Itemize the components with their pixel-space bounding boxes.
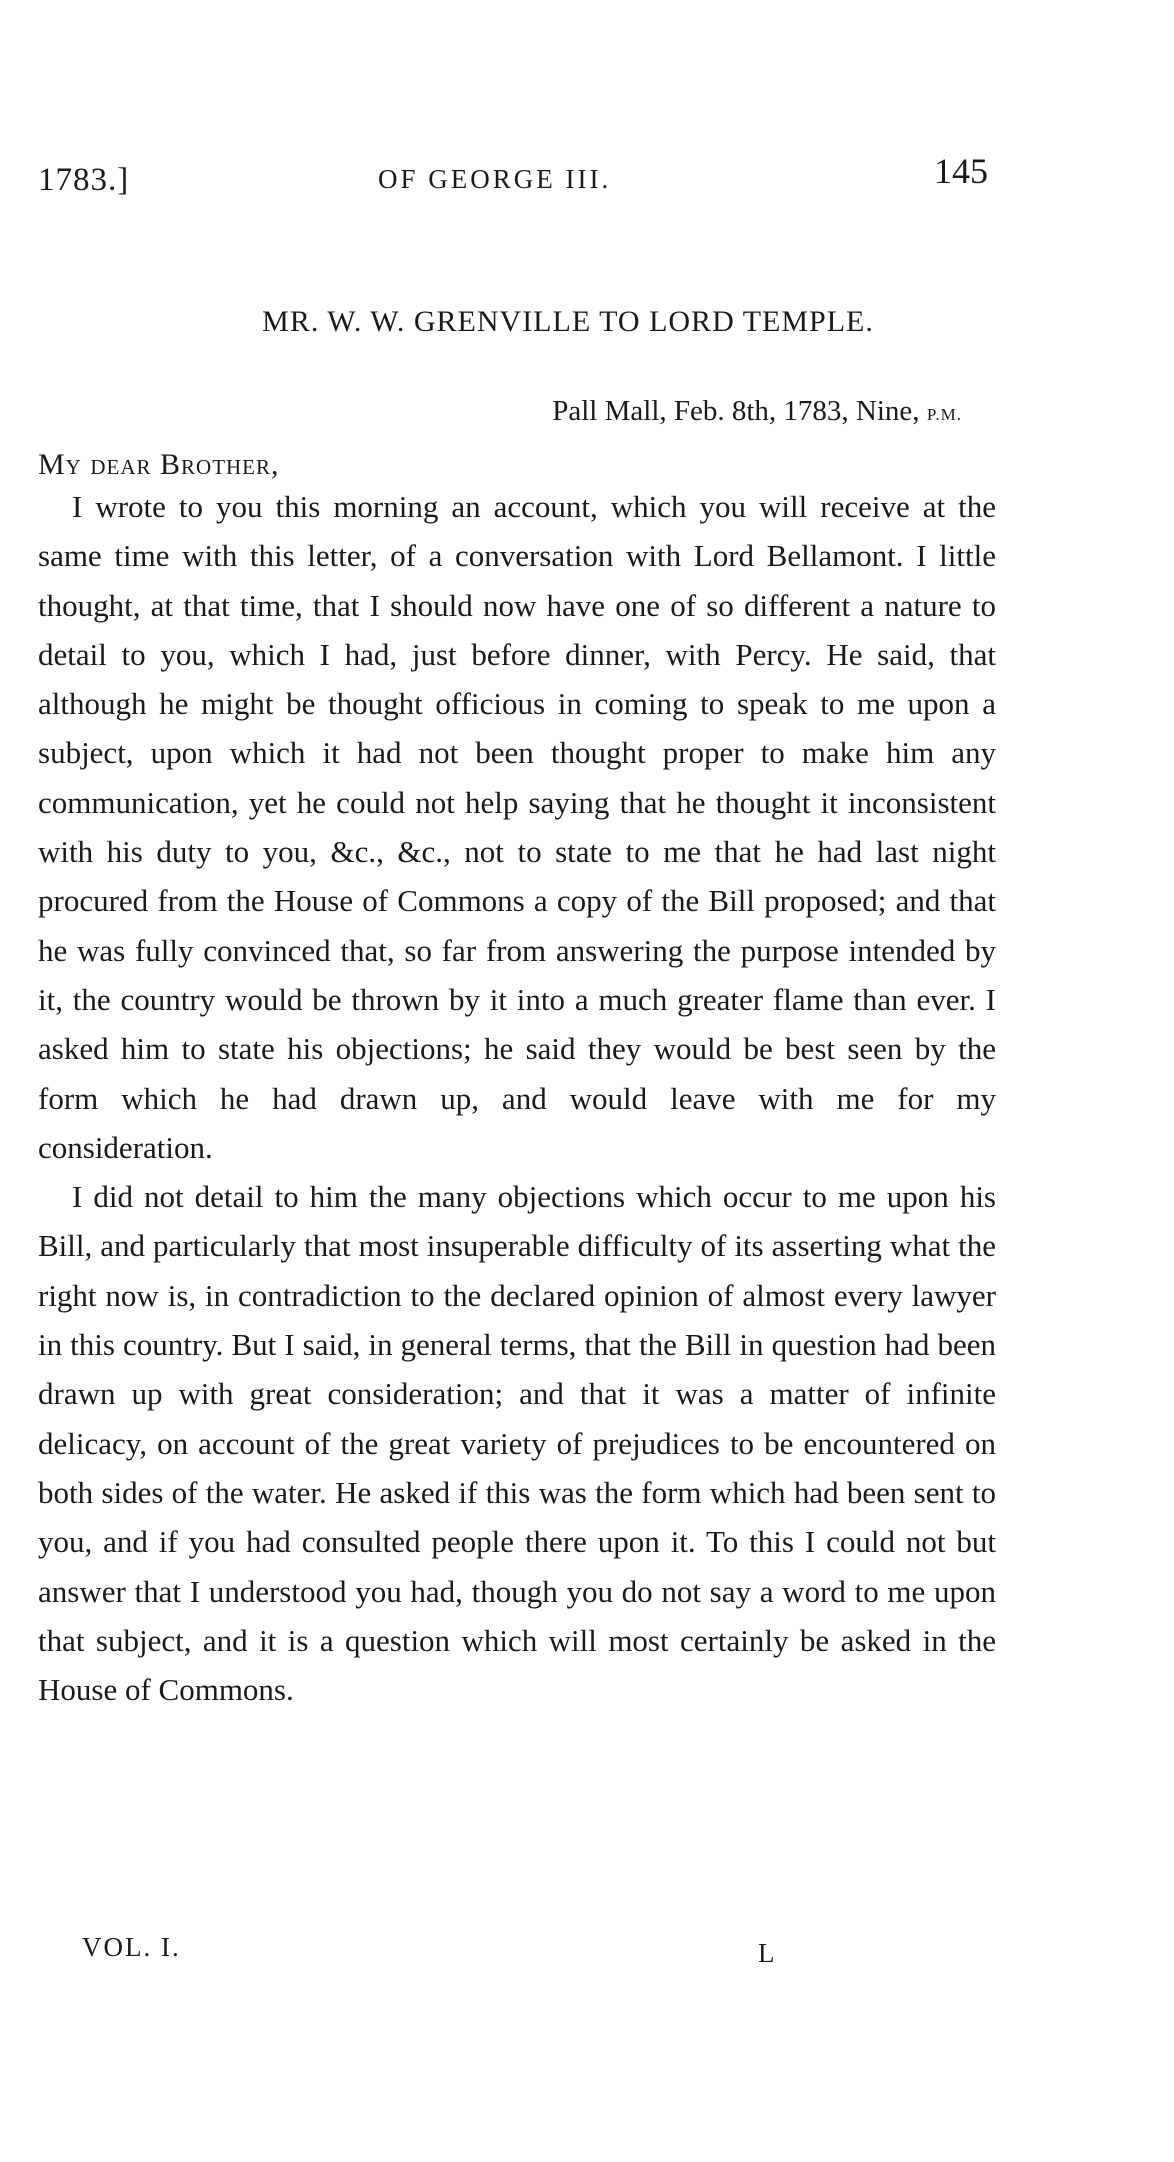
page-number: 145	[934, 151, 988, 191]
signature-mark: L	[758, 1938, 777, 1968]
letter-body	[38, 482, 996, 1714]
salutation: My dear Brother,	[38, 448, 280, 481]
dateline-place-date: Pall Mall, Feb. 8th, 1783, Nine,	[552, 395, 920, 427]
running-head	[38, 150, 988, 200]
volume-label: VOL. I.	[82, 1932, 181, 1962]
paragraph: I wrote to you this morning an account, which you will receive at the same time with this letter, of a conversation with Lord Bellamont. I little thought, at that time, that I should now have one of so different a nature to detail to you, which I had, just before dinner, with Percy. He said, that although he might be thought officious in coming to speak to me upon a subject, upon which it had not been thought proper to make him any communication, yet he could not help saying that he thought it inconsistent with his duty to you, &c., &c., not to state to me that he had last night procured from the House of Commons a copy of the Bill proposed; and that he was fully convinced that, so far from answering the purpose intended by it, the country would be thrown by it into a much greater flame than ever. I asked him to state his objections; he said they would be best seen by the form which he had drawn up, and would leave with me for my consideration.	[38, 489, 996, 1165]
letter-heading: MR. W. W. GRENVILLE TO LORD TEMPLE.	[262, 305, 874, 338]
dateline-time: P.M.	[926, 405, 962, 424]
running-head-title: OF GEORGE III.	[378, 164, 612, 194]
running-head-year: 1783.]	[38, 162, 130, 198]
dateline	[552, 395, 962, 428]
paragraph: I did not detail to him the many objections which occur to me upon his Bill, and particularly that most insuperable difficulty of its asserting what the right now is, in contradiction to the declared opinion of almost every lawyer in this country. But I said, in general terms, that the Bill in question had been drawn up with great consideration; and that it was a matter of infinite delicacy, on account of the great variety of prejudices to be encountered on both sides of the water. He asked if this was the form which had been sent to you, and if you had consulted people there upon it. To this I could not but answer that I understood you had, though you do not say a word to me upon that subject, and it is a question which will most certainly be asked in the House of Commons.	[38, 1179, 996, 1708]
